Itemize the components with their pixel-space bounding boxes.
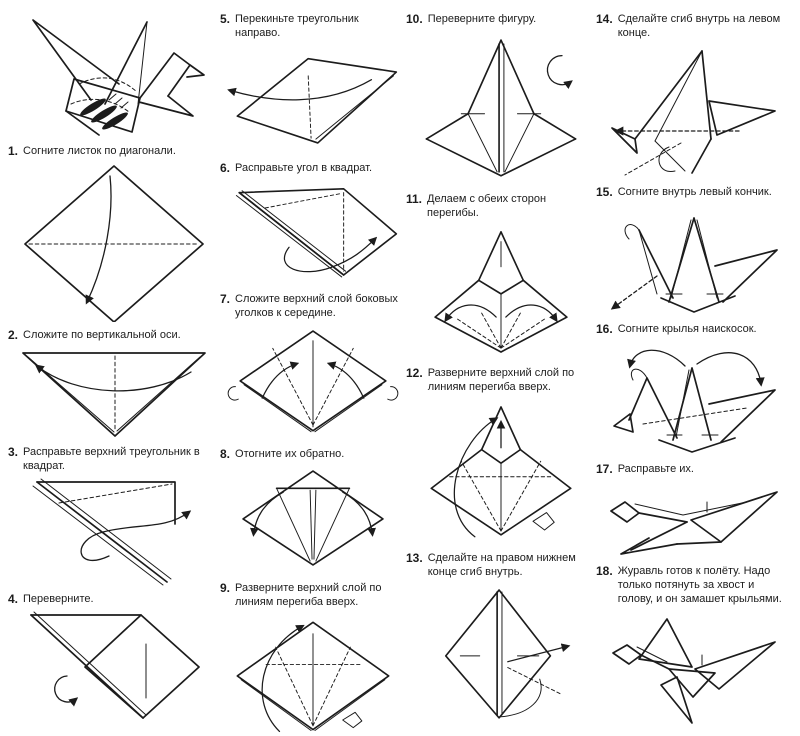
step-text: Переверните.: [23, 592, 94, 605]
step-1-diagram: [19, 162, 209, 322]
step-14: [596, 12, 792, 177]
step-text: Расправьте их.: [617, 462, 694, 475]
step-number: 9.: [220, 581, 231, 596]
step-number: 10.: [406, 12, 423, 26]
step-number: 5.: [220, 12, 231, 26]
step-number: 13.: [406, 550, 423, 565]
step-7-diagram: [222, 323, 404, 435]
step-number: 2.: [8, 328, 19, 343]
step-number: 8.: [220, 446, 231, 461]
step-5: [220, 12, 406, 149]
step-number: 4.: [8, 591, 19, 606]
step-number: 7.: [220, 291, 231, 306]
step-number: 15.: [596, 185, 613, 200]
step-number: 6.: [220, 161, 231, 176]
step-8-diagram: [222, 465, 404, 569]
step-15-diagram: [599, 204, 789, 314]
step-text: Сложите верхний слой боковых уголков к середине.: [235, 292, 398, 319]
step-text: Расправьте угол в квадрат.: [235, 162, 373, 175]
step-17-diagram: [599, 480, 789, 556]
step-8: [220, 447, 406, 569]
step-number: 14.: [596, 12, 613, 26]
step-6-diagram: [222, 180, 404, 280]
step-text: Сделайте на правом нижнем конце сгиб внутрь.: [427, 551, 576, 578]
step-text: Сложите по вертикальной оси.: [23, 329, 181, 342]
step-text: Сделайте сгиб внутрь на левом конце.: [617, 13, 781, 40]
step-17: [596, 462, 792, 556]
step-12-diagram: [409, 397, 593, 541]
step-16-diagram: [599, 340, 789, 454]
step-16: [596, 322, 792, 454]
column-3: [406, 8, 596, 736]
step-9: [220, 581, 406, 736]
column-4: [596, 8, 792, 736]
step-text: Разверните верхний слой по линиям перегиба вверх.: [235, 582, 382, 609]
step-number: 16.: [596, 321, 613, 336]
step-4-diagram: [19, 610, 209, 722]
step-2-diagram: [19, 347, 209, 439]
step-5-diagram: [222, 43, 404, 149]
step-18: [596, 564, 792, 725]
step-text: Разверните верхний слой по линиям перегиба вверх.: [427, 366, 575, 393]
step-text: Переверните фигуру.: [427, 13, 537, 25]
step-number: 17.: [596, 461, 613, 476]
step-12: [406, 366, 596, 541]
step-3-diagram: [19, 476, 209, 586]
step-13: [406, 551, 596, 724]
step-text: Расправьте верхний треугольник в квадрат.: [23, 445, 200, 472]
step-1: [8, 144, 220, 322]
step-4: [8, 592, 220, 722]
step-number: 11.: [406, 192, 423, 207]
step-13-diagram: [409, 582, 593, 724]
step-14-diagram: [599, 43, 789, 177]
step-10-diagram: [409, 30, 593, 182]
step-number: 12.: [406, 365, 423, 380]
step-text: Согните листок по диагонали.: [23, 145, 176, 157]
step-number: 1.: [8, 144, 19, 158]
step-text: Согните крылья наискосок.: [617, 322, 757, 335]
step-10: [406, 12, 596, 182]
step-11-diagram: [409, 224, 593, 356]
step-number: 18.: [596, 564, 613, 579]
column-1: [8, 8, 220, 736]
step-2: [8, 328, 220, 438]
step-number: 3.: [8, 444, 19, 459]
step-11: [406, 192, 596, 355]
origami-crane-illustration: [19, 8, 209, 136]
step-9-diagram: [222, 612, 404, 736]
step-text: Отогните их обратно.: [235, 447, 345, 460]
step-15: [596, 185, 792, 313]
step-text: Делаем с обеих сторон перегибы.: [427, 193, 547, 220]
step-text: Журавль готов к полёту. Надо только потянуть за хвост и голову, и он замашет крыльями.: [617, 565, 782, 606]
column-2: [220, 8, 406, 736]
step-7: [220, 292, 406, 435]
step-text: Согните внутрь левый кончик.: [617, 186, 772, 199]
step-6: [220, 161, 406, 279]
step-18-diagram: [599, 609, 789, 725]
step-3: [8, 445, 220, 586]
step-text: Перекиньте треугольник направо.: [235, 13, 359, 40]
